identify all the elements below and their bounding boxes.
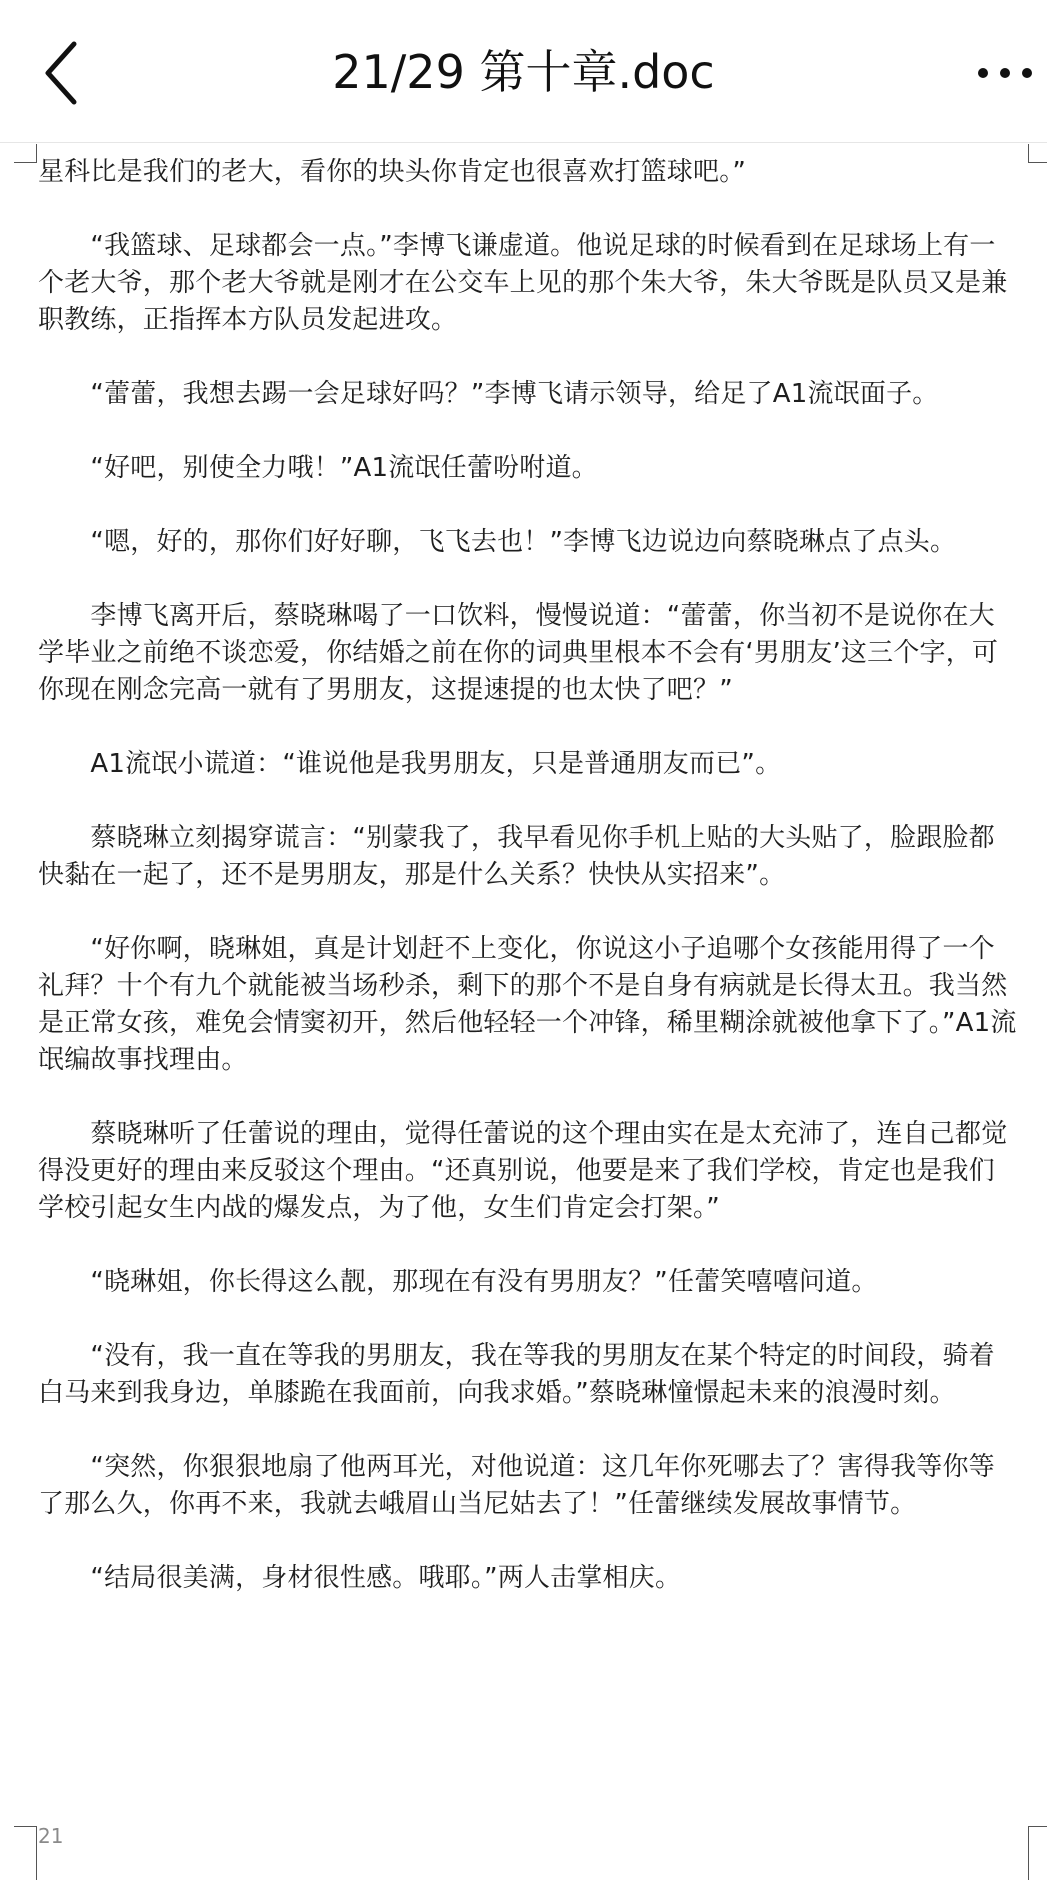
paragraph: 蔡晓琳立刻揭穿谎言：“别蒙我了，我早看见你手机上贴的大头贴了，脸跟脸都快黏在一起了，还不是男朋友，那是什么关系？快快从实招来”。 [38, 823, 995, 890]
paragraph: “结局很美满，身材很性感。哦耶。”两人击掌相庆。 [38, 1563, 682, 1593]
page-corner-mark-bottom-left [14, 1826, 37, 1880]
chevron-left-icon [40, 38, 100, 108]
page-corner-mark-top-right [1028, 144, 1047, 163]
paragraph: A1流氓小谎道：“谁说他是我男朋友，只是普通朋友而已”。 [38, 749, 782, 779]
paragraph: “晓琳姐，你长得这么靓，那现在有没有男朋友？”任蕾笑嘻嘻问道。 [38, 1267, 878, 1297]
page-corner-mark-top-left [14, 144, 37, 163]
paragraph: 李博飞离开后，蔡晓琳喝了一口饮料，慢慢说道：“蕾蕾，你当初不是说你在大学毕业之前绝不谈恋爱，你结婚之前在你的词典里根本不会有‘男朋友’这三个字，可你现在刚念完高一就有了男朋友，这提速提的也太快了吧？” [38, 601, 999, 705]
document-body [38, 154, 1018, 1634]
document-title: 21/29 第十章.doc [332, 45, 715, 99]
more-horizontal-icon [975, 48, 1035, 98]
paragraph: “嗯，好的，那你们好好聊，飞飞去也！”李博飞边说边向蔡晓琳点了点头。 [38, 527, 957, 557]
back-button[interactable] [40, 38, 100, 108]
top-navigation-bar [0, 0, 1047, 143]
page-corner-mark-bottom-right [1028, 1826, 1047, 1880]
paragraph: “突然，你狠狠地扇了他两耳光，对他说道：这几年你死哪去了？害得我等你等了那么久，你再不来，我就去峨眉山当尼姑去了！”任蕾继续发展故事情节。 [38, 1452, 995, 1519]
page-number: 21 [38, 1824, 64, 1848]
paragraph: “没有，我一直在等我的男朋友，我在等我的男朋友在某个特定的时间段，骑着白马来到我身边，单膝跪在我面前，向我求婚。”蔡晓琳憧憬起未来的浪漫时刻。 [38, 1341, 995, 1408]
paragraph: “好吧，别使全力哦！”A1流氓任蕾吩咐道。 [38, 453, 598, 483]
paragraph: “我篮球、足球都会一点。”李博飞谦虚道。他说足球的时候看到在足球场上有一个老大爷，那个老大爷就是刚才在公交车上见的那个朱大爷，朱大爷既是队员又是兼职教练，正指挥本方队员发起进攻。 [38, 231, 1008, 335]
paragraph: 蔡晓琳听了任蕾说的理由，觉得任蕾说的这个理由实在是太充沛了，连自己都觉得没更好的理由来反驳这个理由。“还真别说，他要是来了我们学校，肯定也是我们学校引起女生内战的爆发点，为了他，女生们肯定会打架。” [38, 1119, 1008, 1223]
paragraph: “好你啊，晓琳姐，真是计划赶不上变化，你说这小子追哪个女孩能用得了一个礼拜？十个有九个就能被当场秒杀，剩下的那个不是自身有病就是长得太丑。我当然是正常女孩，难免会情窦初开，然后他轻轻一个冲锋，稀里糊涂就被他拿下了。”A1流氓编故事找理由。 [38, 934, 1017, 1075]
paragraph: “蕾蕾，我想去踢一会足球好吗？”李博飞请示领导，给足了A1流氓面子。 [38, 379, 939, 409]
paragraph: 星科比是我们的老大，看你的块头你肯定也很喜欢打篮球吧。” [38, 157, 747, 187]
more-options-button[interactable] [975, 48, 1035, 98]
